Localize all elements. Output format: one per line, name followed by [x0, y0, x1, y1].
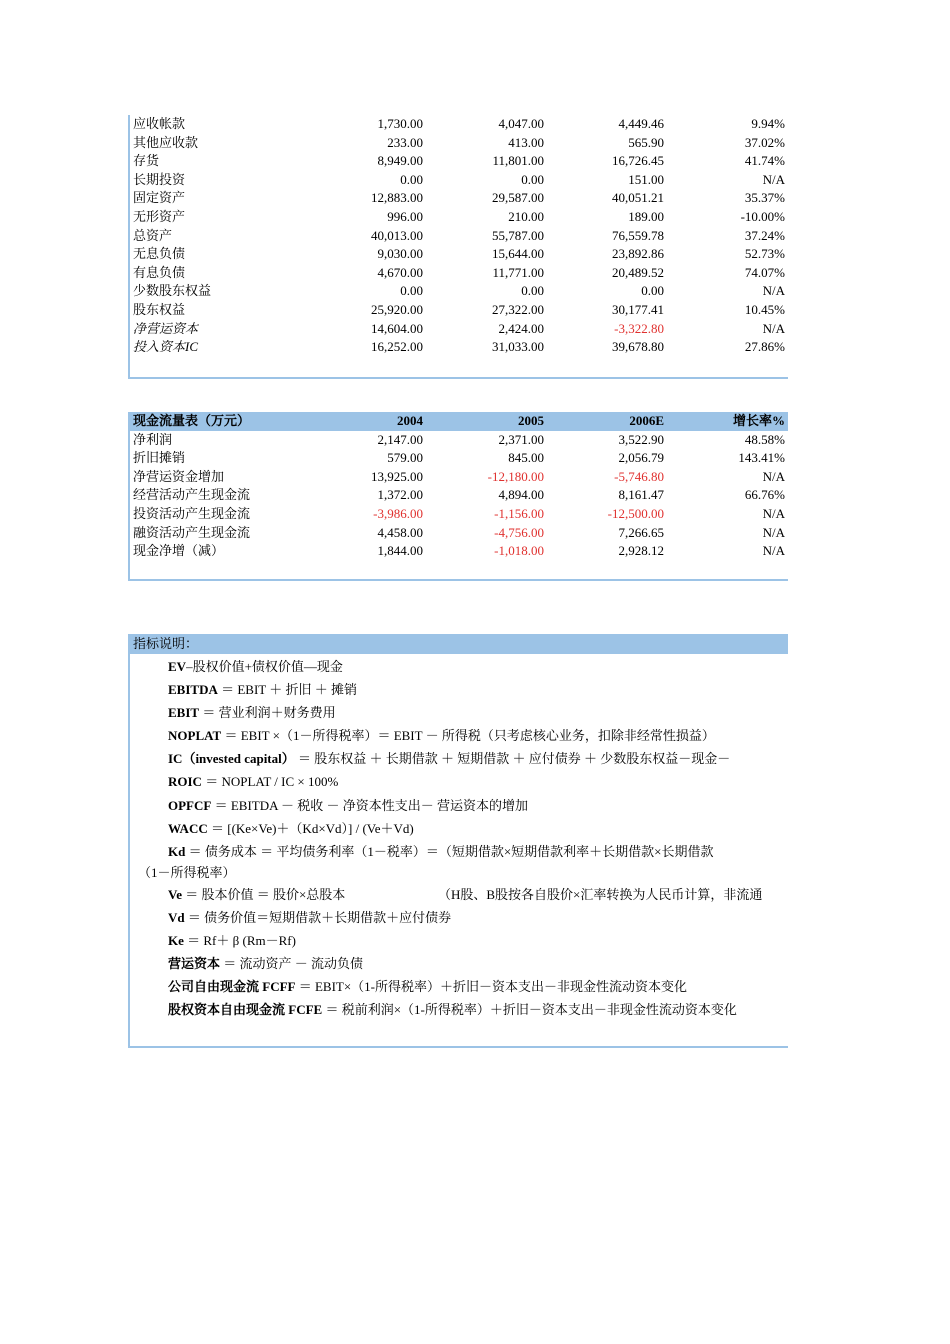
cell-value: 0.00	[641, 283, 664, 299]
cell-value: 30,177.41	[612, 301, 664, 317]
cell-value: 4,458.00	[377, 524, 423, 540]
note-item	[130, 998, 788, 1021]
table-row	[130, 227, 788, 246]
col-header-growth: 增长率%	[732, 413, 785, 428]
row-label: 净利润	[133, 431, 173, 447]
cell-value: 8,161.47	[618, 487, 664, 503]
note-definition: ＝ 债务成本 ＝ 平均债务利率（1－税率）＝（短期借款×短期借款利率＋长期借款×长期借款	[188, 843, 714, 859]
note-term: 营运资本	[168, 956, 221, 972]
cell-value: 0.00	[521, 283, 544, 299]
note-item	[130, 906, 788, 929]
cell-value: 7,266.65	[618, 524, 664, 540]
cell-value: 25,920.00	[371, 301, 423, 317]
cell-value: 0.00	[521, 171, 544, 187]
cell-value: 76,559.78	[612, 227, 664, 243]
cell-value: 1,844.00	[377, 543, 423, 559]
note-item	[130, 724, 788, 747]
cell-value: 27.86%	[744, 339, 785, 355]
note-item	[130, 770, 788, 793]
cell-value: 151.00	[628, 171, 664, 187]
row-label: 无息负债	[133, 246, 186, 262]
table-row	[130, 245, 788, 264]
note-definition: ＝ 流动资产 － 流动负债	[223, 956, 364, 972]
cell-value: 12,883.00	[371, 190, 423, 206]
cell-value: 210.00	[508, 208, 544, 224]
cell-value: 74.07%	[744, 264, 785, 280]
cell-value: -3,322.80	[614, 320, 664, 336]
note-item	[130, 975, 788, 998]
cell-value: 52.73%	[744, 246, 785, 262]
note-term: 股权资本自由现金流 FCFE	[168, 1002, 323, 1018]
note-definition: ＝ EBIT ×（1－所得税率）＝ EBIT － 所得税（只考虑核心业务，扣除非经常性损益）	[224, 728, 715, 744]
cell-value: 8,949.00	[377, 153, 423, 169]
note-definition: ＝ Rf＋ β (Rm－Rf)	[187, 933, 296, 949]
cell-value: 0.00	[400, 283, 423, 299]
cell-value: 37.24%	[744, 227, 785, 243]
note-definition: ＝ NOPLAT / IC × 100%	[205, 774, 339, 790]
note-definition: ＝ 营业利润＋财务费用	[202, 705, 336, 721]
note-extra: （H股、B股按各自股价×汇率转换为人民币计算，非流通	[438, 886, 763, 902]
cell-value: N/A	[762, 505, 785, 521]
row-label: 无形资产	[133, 208, 186, 224]
table-row	[130, 431, 788, 450]
table-row	[130, 152, 788, 171]
note-definition: ＝ 股本价值 ＝ 股价×总股本	[185, 886, 346, 902]
row-label: 投资活动产生现金流	[133, 505, 251, 521]
cell-value: 16,252.00	[371, 339, 423, 355]
table-row	[130, 486, 788, 505]
col-header-2005: 2005	[518, 413, 544, 428]
cell-value: 565.90	[628, 134, 664, 150]
cell-value: N/A	[762, 171, 785, 187]
cell-value: 233.00	[387, 134, 423, 150]
cell-value: 23,892.86	[612, 246, 664, 262]
cell-value: -10.00%	[740, 208, 785, 224]
table-row	[130, 542, 788, 561]
note-term: Ve	[168, 886, 182, 902]
note-term: IC（invested capital）	[168, 751, 295, 767]
note-term: WACC	[168, 820, 208, 836]
note-item	[130, 678, 788, 701]
cell-value: 41.74%	[744, 153, 785, 169]
cell-value: 2,147.00	[377, 431, 423, 447]
notes-section	[128, 634, 788, 1048]
note-definition: ＝ EBITDA － 税收 － 净资本性支出－ 营运资本的增加	[214, 797, 529, 813]
note-item	[130, 655, 788, 678]
cell-value: 996.00	[387, 208, 423, 224]
cell-value: 845.00	[508, 450, 544, 466]
cell-value: N/A	[762, 468, 785, 484]
table-row	[130, 208, 788, 227]
cell-value: N/A	[762, 524, 785, 540]
cell-value: -12,180.00	[487, 468, 544, 484]
cell-value: 14,604.00	[371, 320, 423, 336]
cashflow-header-row	[130, 412, 788, 431]
cell-value: 143.41%	[738, 450, 785, 466]
note-item	[130, 701, 788, 724]
cell-value: -5,746.80	[614, 468, 664, 484]
note-definition: 股权价值+债权价值—现金	[192, 659, 343, 674]
cell-value: 48.58%	[744, 431, 785, 447]
note-definition: ＝ EBIT ＋ 折旧 ＋ 摊销	[221, 682, 358, 698]
cell-value: 13,925.00	[371, 468, 423, 484]
cashflow-title: 现金流量表（万元）	[133, 413, 251, 428]
cell-value: 11,771.00	[492, 264, 544, 280]
note-term: OPFCF	[168, 797, 212, 813]
row-label: 固定资产	[133, 190, 186, 206]
cell-value: -3,986.00	[373, 505, 423, 521]
cell-value: 413.00	[508, 134, 544, 150]
table-row	[130, 449, 788, 468]
cell-value: 1,372.00	[377, 487, 423, 503]
col-header-2004: 2004	[397, 413, 423, 428]
cell-value: N/A	[762, 320, 785, 336]
note-term: Vd	[168, 909, 185, 925]
row-label: 经营活动产生现金流	[133, 487, 251, 503]
cell-value: 10.45%	[744, 301, 785, 317]
table-row	[130, 189, 788, 208]
cashflow-table	[128, 412, 788, 581]
note-term: 公司自由现金流 FCFF	[168, 979, 296, 995]
table-row	[130, 338, 788, 357]
cell-value: -1,018.00	[494, 543, 544, 559]
table-row	[130, 134, 788, 153]
cell-value: 4,449.46	[618, 116, 664, 131]
cell-value: N/A	[762, 283, 785, 299]
row-label: 应收帐款	[133, 116, 186, 131]
row-label: 现金净增（减）	[133, 543, 225, 559]
note-item	[130, 883, 788, 906]
note-term: EBITDA	[168, 682, 218, 698]
cell-value: 27,322.00	[492, 301, 544, 317]
row-label: 净营运资金增加	[133, 468, 225, 484]
cell-value: 11,801.00	[492, 153, 544, 169]
cell-value: 4,670.00	[377, 264, 423, 280]
cell-value: -1,156.00	[494, 505, 544, 521]
note-definition: ＝ [(Ke×Ve)＋（Kd×Vd）] / (Ve＋Vd)	[210, 820, 414, 836]
cell-value: 66.76%	[744, 487, 785, 503]
cell-value: 39,678.80	[612, 339, 664, 355]
note-definition: ＝ 股东权益 ＋ 长期借款 ＋ 短期借款 ＋ 应付债券 ＋ 少数股东权益－现金－	[298, 751, 731, 767]
cell-value: 3,522.90	[618, 431, 664, 447]
cell-value: -4,756.00	[494, 524, 544, 540]
table-row	[130, 505, 788, 524]
cell-value: 2,424.00	[498, 320, 544, 336]
table-row	[130, 301, 788, 320]
cell-value: 40,051.21	[612, 190, 664, 206]
cell-value: 37.02%	[744, 134, 785, 150]
table-row	[130, 282, 788, 301]
cell-value: 0.00	[400, 171, 423, 187]
notes-title: 指标说明：	[130, 634, 788, 654]
cell-value: 40,013.00	[371, 227, 423, 243]
row-label: 股东权益	[133, 301, 186, 317]
cell-value: N/A	[762, 543, 785, 559]
balance-sheet-table	[128, 115, 788, 379]
cell-value: 15,644.00	[492, 246, 544, 262]
table-row	[130, 468, 788, 487]
note-item	[130, 817, 788, 840]
cell-value: 55,787.00	[492, 227, 544, 243]
note-term: EBIT	[168, 705, 200, 721]
row-label: 其他应收款	[133, 134, 199, 150]
row-label: 长期投资	[133, 171, 186, 187]
table-row	[130, 524, 788, 543]
table-row	[130, 171, 788, 190]
row-label: 总资产	[133, 227, 173, 243]
note-term: EV	[168, 659, 187, 674]
note-term: NOPLAT	[168, 728, 222, 744]
note-item	[130, 929, 788, 952]
row-label: 折旧摊销	[133, 450, 186, 466]
row-label: 投入资本IC	[133, 339, 199, 355]
col-header-2006e: 2006E	[629, 413, 664, 428]
row-label: 净营运资本	[133, 320, 199, 336]
row-label: 融资活动产生现金流	[133, 524, 251, 540]
cell-value: 9.94%	[751, 116, 785, 131]
cell-value: 4,047.00	[498, 116, 544, 131]
note-item	[130, 794, 788, 817]
cell-value: 29,587.00	[492, 190, 544, 206]
table-row	[130, 264, 788, 283]
table-row	[130, 320, 788, 339]
row-label: 有息负债	[133, 264, 186, 280]
note-term: ROIC	[168, 774, 202, 790]
row-label: 少数股东权益	[133, 283, 212, 299]
cell-value: 1,730.00	[377, 116, 423, 131]
cell-value: 579.00	[387, 450, 423, 466]
cell-value: 2,056.79	[618, 450, 664, 466]
note-term: Ke	[168, 933, 184, 949]
cell-value: 9,030.00	[377, 246, 423, 262]
note-separator: –	[186, 659, 193, 674]
kd-continuation: （1－所得税率）	[138, 864, 236, 880]
cell-value: 31,033.00	[492, 339, 544, 355]
note-item	[130, 952, 788, 975]
note-definition: ＝ 税前利润×（1-所得税率）＋折旧－资本支出－非现金性流动资本变化	[325, 1002, 737, 1018]
cell-value: -12,500.00	[607, 505, 664, 521]
note-term: Kd	[168, 843, 186, 859]
cell-value: 2,928.12	[618, 543, 664, 559]
note-definition: ＝ 债务价值＝短期借款＋长期借款＋应付债券	[187, 909, 452, 925]
table-row	[130, 115, 788, 134]
note-item	[130, 840, 788, 863]
cell-value: 20,489.52	[612, 264, 664, 280]
cell-value: 35.37%	[744, 190, 785, 206]
cell-value: 2,371.00	[498, 431, 544, 447]
cell-value: 16,726.45	[612, 153, 664, 169]
note-definition: ＝ EBIT×（1-所得税率）＋折旧－资本支出－非现金性流动资本变化	[298, 979, 688, 995]
cell-value: 4,894.00	[498, 487, 544, 503]
row-label: 存货	[133, 153, 160, 169]
note-item	[130, 747, 788, 770]
cell-value: 189.00	[628, 208, 664, 224]
